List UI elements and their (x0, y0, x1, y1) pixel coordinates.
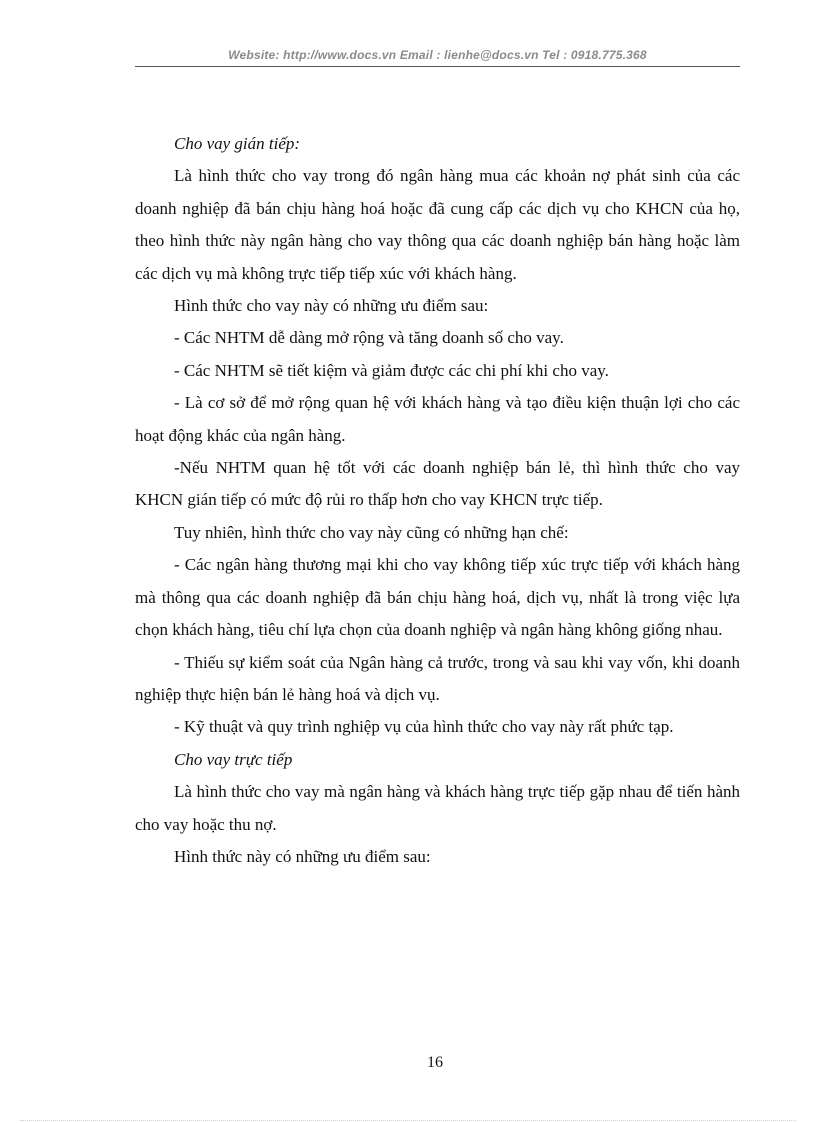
paragraph-advantages-intro: Hình thức cho vay này có những ưu điểm sau: (174, 296, 489, 316)
page-bottom-edge (20, 1120, 796, 1121)
paragraph-direct-advantages-intro: Hình thức này có những ưu điểm sau: (174, 846, 431, 866)
paragraph-definition-indirect: Là hình thức cho vay trong đó ngân hàng mua các khoản nợ phát sinh của các doanh nghiệp đã bán chịu hàng hoá hoặc đã cung cấp các dịch vụ cho KHCN của họ, theo hình thức này ngân hàng cho vay thông qua các doanh nghiệp bán hàng hoặc làm các dịch vụ mà không trực tiếp tiếp xúc với khách hàng. (135, 166, 740, 283)
limitation-item-2: - Thiếu sự kiểm soát của Ngân hàng cả trước, trong và sau khi vay vốn, khi doanh nghiệp thực hiện bán lẻ hàng hoá và dịch vụ. (135, 652, 740, 704)
page-header: Website: http://www.docs.vn Email : lienhe@docs.vn Tel : 0918.775.368 (228, 48, 647, 62)
advantage-item-1: - Các NHTM dễ dàng mở rộng và tăng doanh số cho vay. (174, 328, 564, 348)
limitation-item-1: - Các ngân hàng thương mại khi cho vay không tiếp xúc trực tiếp với khách hàng mà thông qua các doanh nghiệp đã bán chịu hàng hoá, dịch vụ, nhất là trong việc lựa chọn khách hàng, tiêu chí lựa chọn của doanh nghiệp và ngân hàng không giống nhau. (135, 555, 740, 640)
header-divider (135, 66, 740, 67)
advantage-item-2: - Các NHTM sẽ tiết kiệm và giảm được các chi phí khi cho vay. (174, 360, 609, 380)
section-heading-indirect-loan: Cho vay gián tiếp: (174, 134, 301, 153)
section-heading-direct-loan: Cho vay trực tiếp (174, 749, 293, 769)
document-body (135, 128, 740, 873)
page-number: 16 (427, 1054, 443, 1071)
advantage-item-3: - Là cơ sở để mở rộng quan hệ với khách hàng và tạo điều kiện thuận lợi cho các hoạt động khác của ngân hàng. (135, 393, 740, 445)
paragraph-definition-direct: Là hình thức cho vay mà ngân hàng và khách hàng trực tiếp gặp nhau để tiến hành cho vay hoặc thu nợ. (135, 782, 740, 834)
limitation-item-3: - Kỹ thuật và quy trình nghiệp vụ của hình thức cho vay này rất phức tạp. (174, 717, 674, 737)
paragraph-limitations-intro: Tuy nhiên, hình thức cho vay này cũng có những hạn chế: (174, 522, 569, 542)
advantage-item-4: -Nếu NHTM quan hệ tốt với các doanh nghiệp bán lẻ, thì hình thức cho vay KHCN gián tiếp có mức độ rủi ro thấp hơn cho vay KHCN trực tiếp. (135, 458, 740, 510)
